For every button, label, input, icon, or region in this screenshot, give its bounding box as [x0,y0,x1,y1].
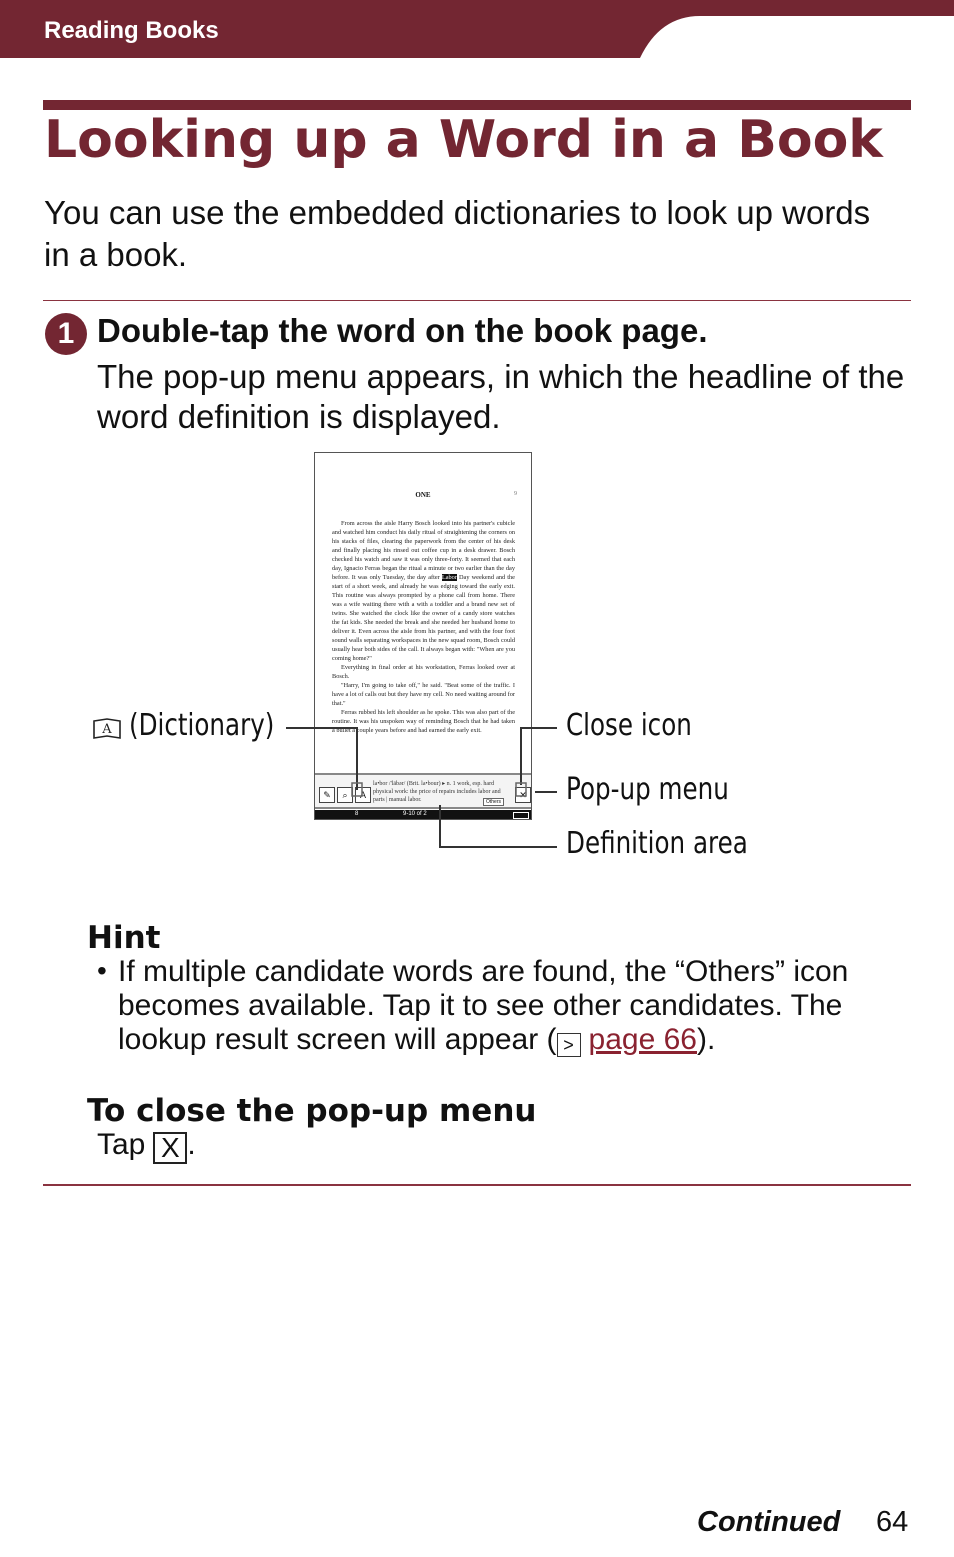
page-link[interactable]: page 66 [588,1023,697,1056]
highlighted-word[interactable]: Labor [441,574,457,581]
dictionary-icon [92,716,122,742]
svg-text:A: A [102,722,112,737]
callout-close-icon: Close icon [566,708,692,743]
close-x-icon: X [153,1132,187,1164]
hint-title: Hint [87,920,161,956]
book-paragraph: Ferras rubbed his left shoulder as he spoke. This was also part of the routine. It was his unspoken way of reminding Bosch that he had taken a bullet a couple years before and had earned the early exit. [332,709,515,734]
step-description: The pop-up menu appears, in which the headline of the word definition is displayed. [97,358,905,435]
callout-definition-area: Definition area [566,826,748,861]
bottom-divider [43,1184,911,1186]
section-title: Reading Books [44,17,219,44]
hint-body: If multiple candidate words are found, the “Others” icon becomes available. Tap it to see other candidates. The lookup result screen will appear ( [118,955,849,1056]
others-button[interactable]: Others [483,798,504,806]
dictionary-icon[interactable]: A [355,787,371,803]
hint-text [118,955,918,1057]
continued-label: Continued [697,1506,841,1538]
definition-area[interactable]: la•bor /'lābər/ (Brit. la•bour) ▸ n. 1 work, esp. hard physical work: the price of repairs includes labor and parts | manual labor. [373,781,501,803]
callout-popup-menu: Pop-up menu [566,772,729,807]
search-icon[interactable]: ⌕ [337,787,353,803]
intro-text: You can use the embedded dictionaries to look up words in a book. [44,194,871,273]
book-paragraph: From across the aisle Harry Bosch looked into his partner's cubicle and watched him conduct his daily ritual of straightening the corners on his stacks of files, clearing the paperwork from the center of his desk and finally placing his rinsed out coffee cup in a desk drawer. Bosch checked his watch and saw it was only three-forty. It seemed that each day, Ignacio Ferras began the ritual a minute or two earlier than the day before. It was only Tuesday, the day after [332,520,515,581]
close-icon[interactable]: ✕ [515,787,531,803]
page-number: 64 [876,1506,909,1538]
status-left: 8 [355,811,359,817]
bullet: • [97,955,107,986]
close-section-title: To close the pop-up menu [87,1093,537,1129]
book-paragraph: "Harry, I'm going to take off," he said. "Beat some of the traffic. I have a lot of calls out but they have my cell. No need waiting around for that." [332,682,515,707]
close-instruction [97,1128,196,1164]
book-paragraph: Day weekend and the start of a short week, and already he was edging toward the early exit. This routine was always prompted by a phone call from home. There was a wife waiting there with a with a toddler and a brand new set of twins. She watched the clock like the owner of a candy store watches the fat kids. She needed the break and she needed her husband home to deliver it. Even across the aisle from his partner, and with the four foot sound walls separating workspaces in the new squad room, Bosch could usually hear both sides of the call. It always began with: "When are you coming home?" [332,574,515,662]
callout-dictionary: (Dictionary) [129,708,275,743]
step-title: Double-tap the word on the book page. [97,312,708,349]
close-end: . [187,1128,196,1161]
chapter-heading: ONE [415,491,431,499]
book-page-number: 9 [514,491,517,497]
book-paragraph: Everything in final order at his workstation, Ferras looked over at Bosch. [332,664,515,680]
step-number-badge: 1 [45,313,87,355]
pen-icon[interactable]: ✎ [319,787,335,803]
close-text: Tap [97,1128,146,1161]
page-title: Looking up a Word in a Book [44,110,883,170]
reference-arrow-icon: > [557,1033,581,1057]
status-page-range: 9-10 of 2 [403,811,427,817]
hint-end: ). [697,1023,716,1056]
